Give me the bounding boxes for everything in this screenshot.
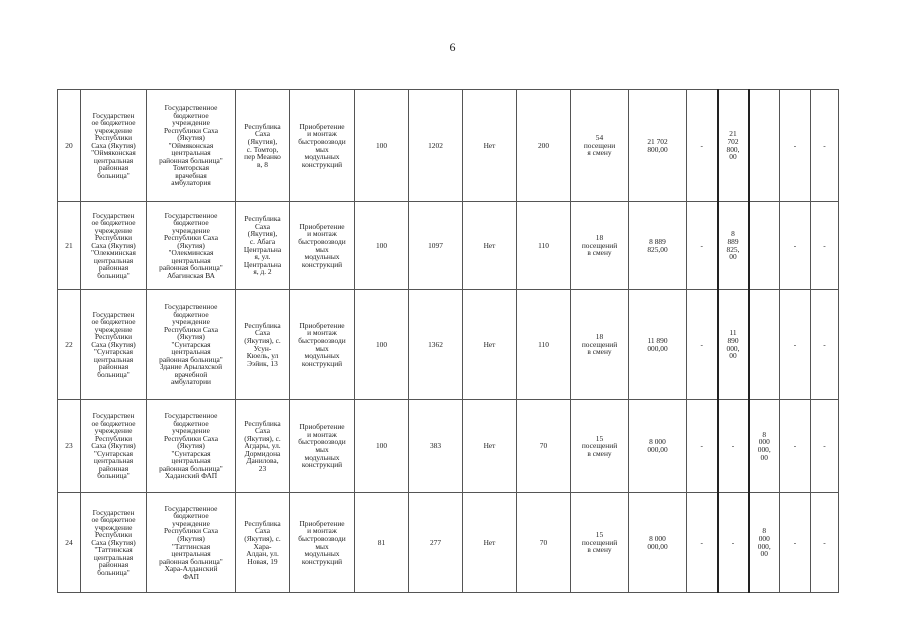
value-cell [749, 202, 780, 290]
value-cell: - [780, 493, 811, 593]
value-cell [749, 90, 780, 202]
value-cell: - [811, 90, 839, 202]
total-cost-cell: 8 000 000,00 [629, 400, 687, 493]
value-cell: 8 889 825, 00 [718, 202, 749, 290]
value-cell: - [811, 400, 839, 493]
work-type-cell: Приобретение и монтаж быстровозводи мых модульных конструкций [290, 290, 355, 400]
capacity-cell: 18 посещений в смену [571, 290, 629, 400]
value-cell: 100 [355, 202, 409, 290]
value-cell: 70 [517, 400, 571, 493]
facilities-table [57, 89, 839, 593]
value-cell: Нет [463, 90, 517, 202]
address-cell: Республика Саха (Якутия), с. Абага Центральна я, ул. Центральна я, д. 2 [236, 202, 290, 290]
institution-cell: Государствен ое бюджетное учреждение Республики Саха (Якутия) "Сунтарская центральная районная больница" [81, 290, 147, 400]
address-cell: Республика Саха (Якутия), с. Томтор, пер Меанко в, 8 [236, 90, 290, 202]
page-number: 6 [449, 40, 456, 54]
value-cell: 100 [355, 400, 409, 493]
value-cell: - [811, 290, 839, 400]
address-cell: Республика Саха (Якутия), с. Усун- Кюель, ул Ээйик, 13 [236, 290, 290, 400]
row-number: 24 [58, 493, 81, 593]
work-type-cell: Приобретение и монтаж быстровозводи мых модульных конструкций [290, 90, 355, 202]
value-cell: - [687, 290, 718, 400]
table-row [58, 400, 839, 493]
value-cell: - [687, 493, 718, 593]
value-cell: - [780, 290, 811, 400]
value-cell: - [687, 202, 718, 290]
total-cost-cell: 8 889 825,00 [629, 202, 687, 290]
value-cell: 383 [409, 400, 463, 493]
facility-cell: Государственное бюджетное учреждение Республики Саха (Якутия) "Таттинская центральная районная больница" Хара-Алданский ФАП [147, 493, 236, 593]
value-cell: Нет [463, 493, 517, 593]
row-number: 22 [58, 290, 81, 400]
institution-cell: Государствен ое бюджетное учреждение Республики Саха (Якутия) "Олекминская центральная районная больница" [81, 202, 147, 290]
facility-cell: Государственное бюджетное учреждение Республики Саха (Якутия) "Сунтарская центральная районная больница" Хаданский ФАП [147, 400, 236, 493]
value-cell: Нет [463, 400, 517, 493]
total-cost-cell: 8 000 000,00 [629, 493, 687, 593]
table-row [58, 493, 839, 593]
value-cell: 8 000 000, 00 [749, 493, 780, 593]
total-cost-cell: 21 702 800,00 [629, 90, 687, 202]
value-cell: Нет [463, 290, 517, 400]
facility-cell: Государственное бюджетное учреждение Республики Саха (Якутия) "Сунтарская центральная районная больница" Здание Арылахской врачебной амбулатории [147, 290, 236, 400]
capacity-cell: 15 посещений в смену [571, 493, 629, 593]
value-cell: 11 890 000, 00 [718, 290, 749, 400]
value-cell: - [718, 493, 749, 593]
value-cell: 200 [517, 90, 571, 202]
value-cell: - [780, 90, 811, 202]
value-cell: 100 [355, 90, 409, 202]
value-cell: - [687, 90, 718, 202]
row-number: 23 [58, 400, 81, 493]
value-cell: 100 [355, 290, 409, 400]
value-cell: 81 [355, 493, 409, 593]
value-cell: 110 [517, 290, 571, 400]
value-cell: - [811, 202, 839, 290]
value-cell: 1202 [409, 90, 463, 202]
row-number: 20 [58, 90, 81, 202]
capacity-cell: 18 посещений в смену [571, 202, 629, 290]
address-cell: Республика Саха (Якутия), с. Агдары, ул. Дормидона Данилова, 23 [236, 400, 290, 493]
work-type-cell: Приобретение и монтаж быстровозводи мых модульных конструкций [290, 202, 355, 290]
value-cell: Нет [463, 202, 517, 290]
row-number: 21 [58, 202, 81, 290]
table-row [58, 202, 839, 290]
value-cell: - [780, 202, 811, 290]
capacity-cell: 54 посещени я смену [571, 90, 629, 202]
facility-cell: Государственное бюджетное учреждение Республики Саха (Якутия) "Олекминская центральная районная больница" Абагинская ВА [147, 202, 236, 290]
capacity-cell: 15 посещений в смену [571, 400, 629, 493]
value-cell: 277 [409, 493, 463, 593]
institution-cell: Государствен ое бюджетное учреждение Республики Саха (Якутия) "Оймяконская центральная районная больница" [81, 90, 147, 202]
work-type-cell: Приобретение и монтаж быстровозводи мых модульных конструкций [290, 400, 355, 493]
value-cell: 70 [517, 493, 571, 593]
value-cell: 110 [517, 202, 571, 290]
table-row [58, 90, 839, 202]
value-cell: 1097 [409, 202, 463, 290]
value-cell: - [687, 400, 718, 493]
institution-cell: Государствен ое бюджетное учреждение Республики Саха (Якутия) "Таттинская центральная районная больница" [81, 493, 147, 593]
institution-cell: Государствен ое бюджетное учреждение Республики Саха (Якутия) "Сунтарская центральная районная больница" [81, 400, 147, 493]
value-cell: - [780, 400, 811, 493]
value-cell: 21 702 800, 00 [718, 90, 749, 202]
address-cell: Республика Саха (Якутия), с. Хара- Алдан, ул. Новая, 19 [236, 493, 290, 593]
work-type-cell: Приобретение и монтаж быстровозводи мых модульных конструкций [290, 493, 355, 593]
total-cost-cell: 11 890 000,00 [629, 290, 687, 400]
value-cell: - [718, 400, 749, 493]
value-cell: 8 000 000, 00 [749, 400, 780, 493]
table-row [58, 290, 839, 400]
value-cell: - [811, 493, 839, 593]
value-cell [749, 290, 780, 400]
value-cell: 1362 [409, 290, 463, 400]
facility-cell: Государственное бюджетное учреждение Республики Саха (Якутия) "Оймяконская центральная районная больница" Томторская врачебная амбулатория [147, 90, 236, 202]
